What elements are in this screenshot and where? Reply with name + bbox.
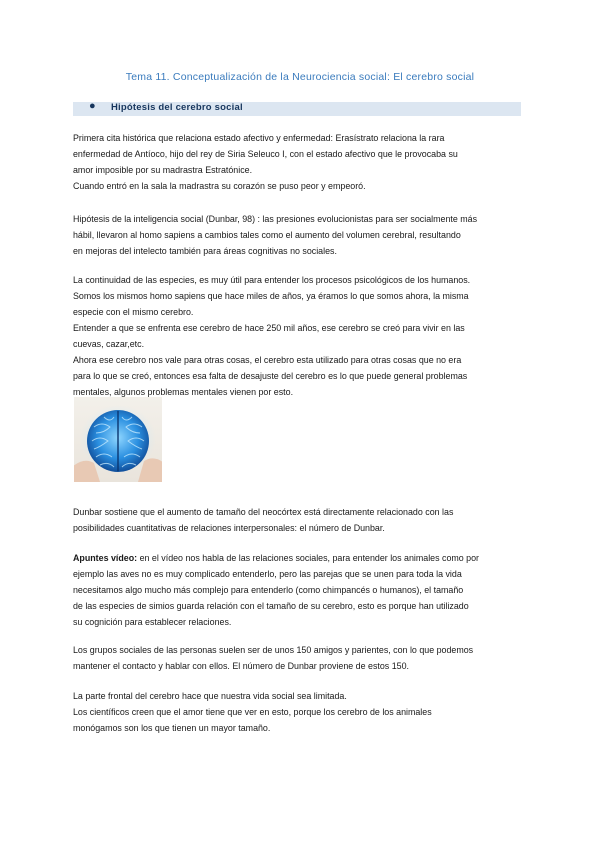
text-line: Entender a que se enfrenta ese cerebro de hace 250 mil años, ese cerebro se creó para vivir en las [73, 323, 465, 333]
text-line: mentales, algunos problemas mentales vienen por esto. [73, 387, 294, 397]
paragraph-erasistrato [73, 130, 533, 194]
text-line: para lo que se creó, entonces esa falta de desajuste del cerebro es lo que puede general problemas [73, 371, 468, 381]
text-line: amor imposible por su madrastra Estratónice. [73, 165, 253, 175]
text-line: Los científicos creen que el amor tiene que ver en esto, porque los cerebro de los animales [73, 707, 432, 717]
brain-image [74, 397, 162, 482]
paragraph-social-intelligence [73, 211, 533, 259]
text-line: monógamos son los que tienen un mayor tamaño. [73, 723, 271, 733]
text-line: Dunbar sostiene que el aumento de tamaño del neocórtex está directamente relacionado con las [73, 507, 454, 517]
text-line: Hipótesis de la inteligencia social (Dunbar, 98) : las presiones evolucionistas para ser socialmente más [73, 214, 478, 224]
text-line [73, 550, 533, 566]
paragraph-frontal-brain [73, 688, 533, 736]
paragraph-video-notes [73, 550, 533, 630]
text-line: de las especies de simios guarda relación con el tamaño de su cerebro, esto es porque han utilizado [73, 601, 469, 611]
text-line: Cuando entró en la sala la madrastra su corazón se puso peor y empeoró. [73, 181, 366, 191]
video-notes-label: Apuntes vídeo: [73, 553, 138, 563]
text-line: mantener el contacto y hablar con ellos. El número de Dunbar proviene de estos 150. [73, 661, 409, 671]
text-line: especie con el mismo cerebro. [73, 307, 194, 317]
text-line: Somos los mismos homo sapiens que hace miles de años, ya éramos lo que somos ahora, la misma [73, 291, 469, 301]
bullet-icon: ● [89, 100, 96, 112]
text-line: La continuidad de las especies, es muy útil para entender los procesos psicológicos de los humanos. [73, 275, 471, 285]
section-heading: Hipótesis del cerebro social [111, 102, 243, 113]
text-line: su cognición para establecer relaciones. [73, 617, 232, 627]
text-line: en mejoras del intelecto también para áreas cognitivas no sociales. [73, 246, 337, 256]
text-line: Primera cita histórica que relaciona estado afectivo y enfermedad: Erasístrato relaciona la rara [73, 133, 445, 143]
paragraph-social-groups [73, 642, 533, 674]
text-line: necesitamos algo mucho más complejo para entenderlo (como chimpancés o humanos), el tamaño [73, 585, 464, 595]
text-line: cuevas, cazar,etc. [73, 339, 145, 349]
text-line: ejemplo las aves no es muy complicado entenderlo, pero las parejas que se unen para toda la vida [73, 569, 462, 579]
brain-illustration [74, 397, 162, 482]
text-line: hábil, llevaron al homo sapiens a cambios tales como el aumento del volumen cerebral, resultando [73, 230, 461, 240]
text-line: Ahora ese cerebro nos vale para otras cosas, el cerebro esta utilizado para otras cosas que no era [73, 355, 462, 365]
text-line: La parte frontal del cerebro hace que nuestra vida social sea limitada. [73, 691, 347, 701]
text-line: posibilidades cuantitativas de relaciones interpersonales: el número de Dunbar. [73, 523, 385, 533]
text-line: enfermedad de Antíoco, hijo del rey de Siria Seleuco I, con el estado afectivo que le provocaba su [73, 149, 458, 159]
text-line: Los grupos sociales de las personas suelen ser de unos 150 amigos y parientes, con lo que podemos [73, 645, 474, 655]
paragraph-species-continuity [73, 272, 533, 400]
paragraph-dunbar [73, 504, 533, 536]
text-segment: en el vídeo nos habla de las relaciones sociales, para entender los animales como por [137, 553, 480, 563]
page-title: Tema 11. Conceptualización de la Neurociencia social: El cerebro social [125, 71, 475, 83]
